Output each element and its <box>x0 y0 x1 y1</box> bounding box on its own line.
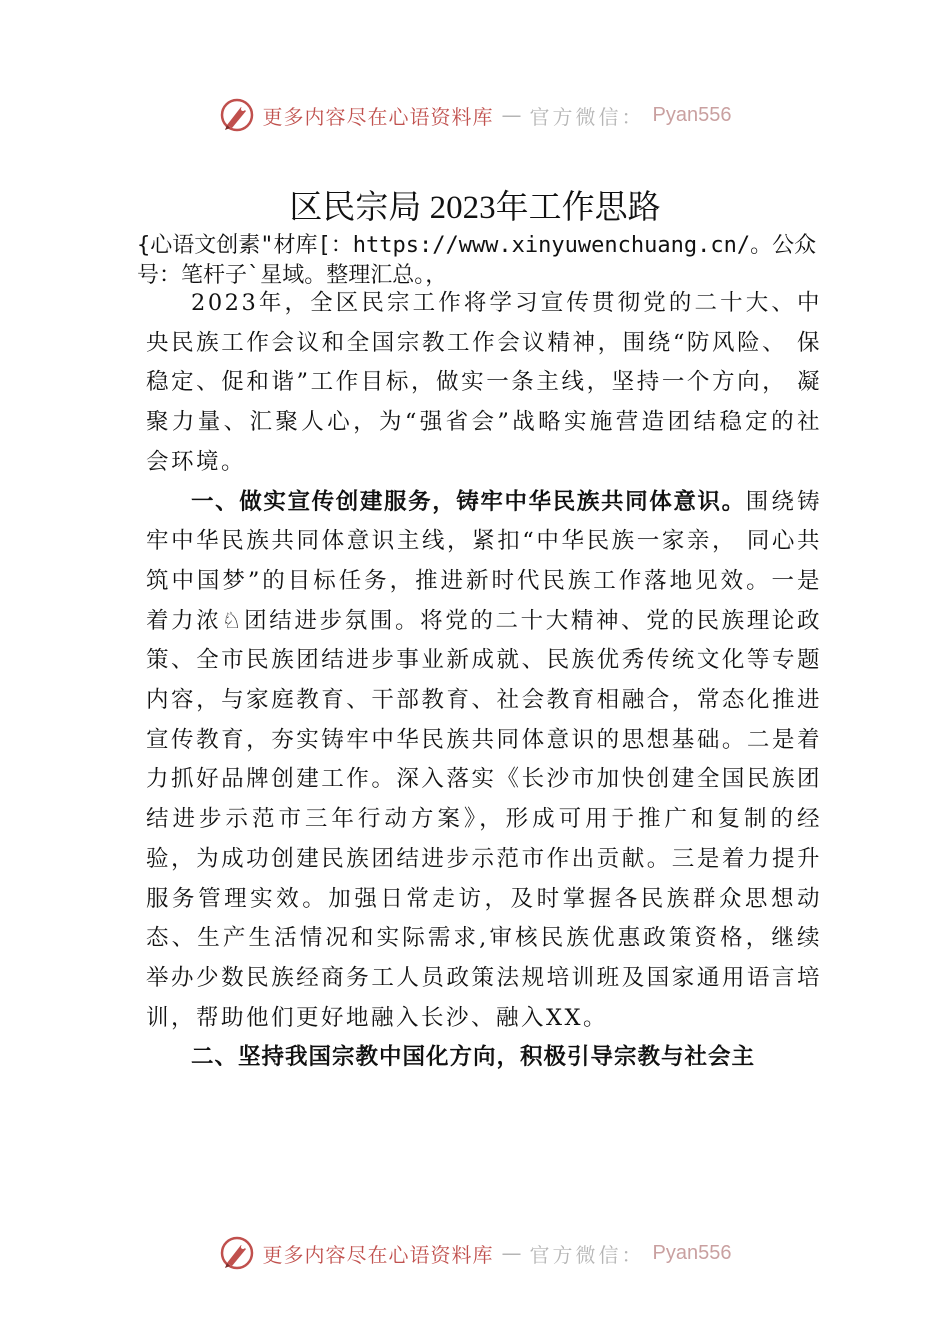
source-line: {心语文创素"材库[：https://www.xinyuwenchuang.cn/。公众号：笔杆子`星域。整理汇总。， <box>137 233 817 288</box>
header-watermark-banner <box>0 95 950 135</box>
banner-separator: — <box>501 103 522 127</box>
document-body <box>146 284 822 1078</box>
section-2-heading: 二、坚持我国宗教中国化方向，积极引导宗教与社会主 <box>191 1044 756 1071</box>
section-1-body: 围绕铸牢中华民族共同体意识主线，紧扣“中华民族一家亲， 同心共筑中国梦”的目标任务，推进新时代民族工作落地见效。一是着力浓♘团结进步氛围。将党的二十大精神、党的民族理论政策、全市民族团结进步事业新成就、民族优秀传统文化等专题内容，与家庭教育、干部教育、社会教育相融合，常态化推进宣传教育，夯实铸牢中华民族共同体意识的思想基础。二是着力抓好品牌创建工作。深入落实《长沙市加快创建全国民族团结进步示范市三年行动方案》，形成可用于推广和复制的经验，为成功创建民族团结进步示范市作出贡献。三是着力提升服务管理实效。加强日常走访，及时掌握各民族群众思想动态、生产生活情况和实际需求,审核民族优惠政策资格，继续举办少数民族经商务工人员政策法规培训班及国家通用语言培训，帮助他们更好地融入长沙、融入XX。 <box>146 488 822 1031</box>
banner-wechat-id: Pyan556 <box>652 103 732 126</box>
banner-wechat-label: 官方微信： <box>529 104 645 129</box>
banner-wechat-id: Pyan556 <box>652 1241 732 1264</box>
banner-main-text: 更多内容尽在心语资料库 <box>262 104 494 129</box>
footer-watermark-banner <box>0 1233 950 1273</box>
document-title: 区民宗局 2023年工作思路 <box>289 190 661 226</box>
pen-logo-icon <box>219 1235 255 1271</box>
section-2-paragraph <box>146 1038 822 1078</box>
banner-wechat-label: 官方微信： <box>529 1242 645 1267</box>
banner-separator: — <box>501 1241 522 1265</box>
section-1-heading: 一、做实宣传创建服务，铸牢中华民族共同体意识。 <box>191 488 746 515</box>
pen-logo-icon <box>219 97 255 133</box>
intro-paragraph: 2023年，全区民宗工作将学习宣传贯彻党的二十大、中央民族工作会议和全国宗教工作会议精神，围绕“防风险、 保稳定、促和谐”工作目标，做实一条主线，坚持一个方向， 凝聚力量、汇聚人心，为“强省会”战略实施营造团结稳定的社会环境。 <box>146 290 822 475</box>
banner-main-text: 更多内容尽在心语资料库 <box>262 1242 494 1267</box>
section-1-paragraph <box>146 483 822 1039</box>
